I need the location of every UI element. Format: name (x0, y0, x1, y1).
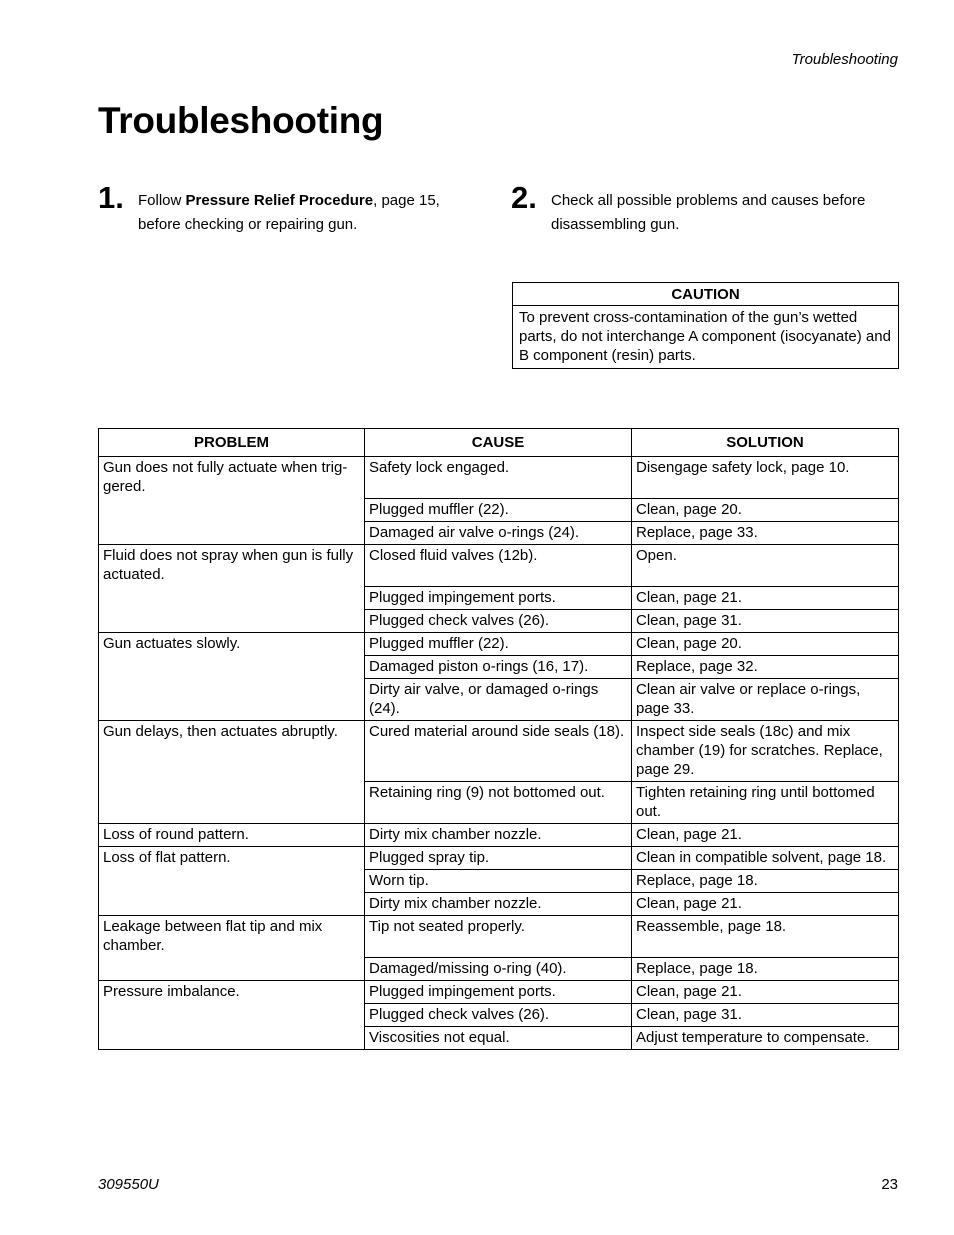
solution-cell: Clean, page 20. (632, 633, 899, 656)
cause-cell: Plugged impingement ports. (365, 981, 632, 1004)
cause-cell: Plugged check valves (26). (365, 610, 632, 633)
cause-cell: Tip not seated properly. (365, 916, 632, 958)
solution-cell: Inspect side seals (18c) and mix chamber (19) for scratches. Replace, page 29. (632, 721, 899, 782)
running-head: Troubleshooting (791, 51, 898, 68)
cause-cell: Dirty air valve, or damaged o-rings (24). (365, 679, 632, 721)
table-row (99, 981, 899, 1004)
document-number: 309550U (98, 1176, 159, 1193)
cause-cell: Plugged impingement ports. (365, 587, 632, 610)
table-row (99, 824, 899, 847)
cause-cell: Worn tip. (365, 870, 632, 893)
problem-cell: Leakage between flat tip and mix chamber. (99, 916, 365, 981)
cause-cell: Retaining ring (9) not bottomed out. (365, 782, 632, 824)
cause-cell: Plugged check valves (26). (365, 1004, 632, 1027)
problem-cell: Loss of flat pattern. (99, 847, 365, 916)
solution-cell: Clean, page 21. (632, 981, 899, 1004)
step-1 (98, 181, 468, 237)
table-body (99, 457, 899, 1050)
step-text: Check all possible problems and causes before disassembling gun. (551, 192, 866, 233)
cause-cell: Plugged muffler (22). (365, 499, 632, 522)
step-number: 1. (98, 180, 124, 215)
solution-cell: Clean, page 21. (632, 824, 899, 847)
page-title: Troubleshooting (98, 100, 384, 141)
solution-cell: Adjust temperature to compensate. (632, 1027, 899, 1050)
page-number: 23 (881, 1176, 898, 1193)
header-problem: PROBLEM (99, 429, 365, 457)
problem-cell: Fluid does not spray when gun is fully actuated. (99, 545, 365, 633)
table-header-row (99, 429, 899, 457)
step-text-before: Follow (138, 192, 186, 209)
caution-text: To prevent cross-contamination of the gun’s wetted parts, do not interchange A component (isocyanate) and B component (resin) parts. (519, 309, 891, 364)
cause-cell: Viscosities not equal. (365, 1027, 632, 1050)
solution-cell: Clean, page 20. (632, 499, 899, 522)
pressure-relief-procedure-ref: Pressure Relief Procedure (185, 192, 374, 209)
table-row (99, 847, 899, 870)
solution-cell: Replace, page 18. (632, 870, 899, 893)
table-row (99, 721, 899, 782)
table-row (99, 633, 899, 656)
solution-cell: Tighten retaining ring until bottomed out. (632, 782, 899, 824)
solution-cell: Clean in compatible solvent, page 18. (632, 847, 899, 870)
problem-cell: Loss of round pattern. (99, 824, 365, 847)
table-row (99, 457, 899, 499)
cause-cell: Cured material around side seals (18). (365, 721, 632, 782)
problem-cell: Gun delays, then actuates abruptly. (99, 721, 365, 824)
cause-cell: Safety lock engaged. (365, 457, 632, 499)
solution-cell: Clean, page 31. (632, 610, 899, 633)
cause-cell: Plugged muffler (22). (365, 633, 632, 656)
header-solution: SOLUTION (632, 429, 899, 457)
solution-cell: Open. (632, 545, 899, 587)
cause-cell: Damaged air valve o-rings (24). (365, 522, 632, 545)
solution-cell: Clean, page 21. (632, 587, 899, 610)
caution-heading: CAUTION (513, 283, 898, 306)
step-text (138, 181, 468, 237)
troubleshooting-table (98, 428, 899, 1050)
solution-cell: Clean, page 31. (632, 1004, 899, 1027)
solution-cell: Clean, page 21. (632, 893, 899, 916)
step-number: 2. (511, 180, 537, 215)
problem-cell: Gun does not fully actuate when trig-gered. (99, 457, 365, 545)
solution-cell: Reassemble, page 18. (632, 916, 899, 958)
cause-cell: Dirty mix chamber nozzle. (365, 893, 632, 916)
cause-cell: Plugged spray tip. (365, 847, 632, 870)
solution-cell: Disengage safety lock, page 10. (632, 457, 899, 499)
cause-cell: Damaged/missing o-ring (40). (365, 958, 632, 981)
problem-cell: Gun actuates slowly. (99, 633, 365, 721)
solution-cell: Replace, page 32. (632, 656, 899, 679)
cause-cell: Dirty mix chamber nozzle. (365, 824, 632, 847)
problem-cell: Pressure imbalance. (99, 981, 365, 1050)
cause-cell: Closed fluid valves (12b). (365, 545, 632, 587)
solution-cell: Replace, page 33. (632, 522, 899, 545)
solution-cell: Replace, page 18. (632, 958, 899, 981)
table-row (99, 545, 899, 587)
header-cause: CAUSE (365, 429, 632, 457)
table-row (99, 916, 899, 958)
cause-cell: Damaged piston o-rings (16, 17). (365, 656, 632, 679)
step-2 (511, 181, 901, 237)
solution-cell: Clean air valve or replace o-rings, page 33. (632, 679, 899, 721)
step-text-after: , page 15, before checking or repairing gun. (138, 192, 440, 233)
caution-box (512, 282, 899, 369)
